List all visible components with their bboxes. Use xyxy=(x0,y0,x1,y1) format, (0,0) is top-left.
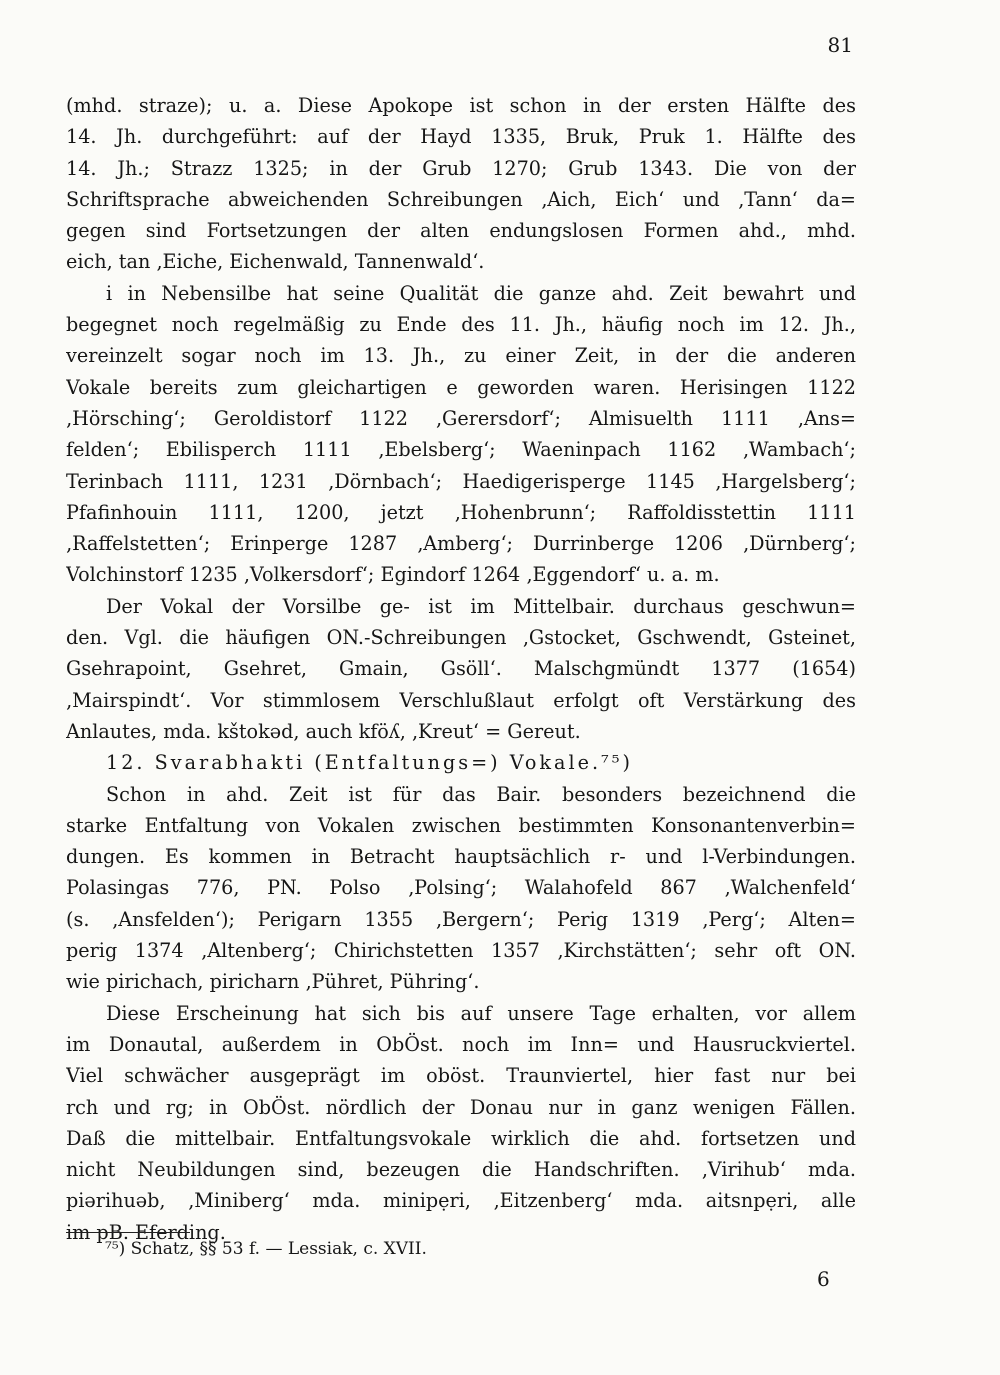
text-line: wie pirichach, piricharn ‚Pühret, Pühring‘. xyxy=(66,970,480,994)
text-line: Pfafinhouin 1111, 1200, jetzt ‚Hohenbrunn‘; Raffoldisstettin 1111 xyxy=(66,500,856,524)
text-line: perig 1374 ‚Altenberg‘; Chirichstetten 1357 ‚Kirchstätten‘; sehr oft ON. xyxy=(66,939,856,963)
text-line: Gsehrapoint, Gsehret, Gmain, Gsöll‘. Malschgmündt 1377 (1654) xyxy=(66,657,856,681)
text-line: ‚Hörsching‘; Geroldistorf 1122 ‚Gerersdorf‘; Almisuelth 1111 ‚Ans= xyxy=(66,406,856,430)
text-line: Terinbach 1111, 1231 ‚Dörnbach‘; Haedigerisperge 1145 ‚Hargelsberg‘; xyxy=(66,469,856,493)
text-line: rch und rg; in ObÖst. nördlich der Donau nur in ganz wenigen Fällen. xyxy=(66,1095,856,1119)
page-number: 81 xyxy=(827,33,853,57)
text-line: im pB. Eferding. xyxy=(66,1220,226,1244)
text-line: starke Entfaltung von Vokalen zwischen bestimmten Konsonantenverbin= xyxy=(66,813,856,837)
signature-mark: 6 xyxy=(817,1267,830,1291)
text-line: Viel schwächer ausgeprägt im oböst. Traunviertel, hier fast nur bei xyxy=(66,1064,856,1088)
text-line: (s. ‚Ansfelden‘); Perigarn 1355 ‚Bergern‘; Perig 1319 ‚Perg‘; Alten= xyxy=(66,907,856,931)
text-line: gegen sind Fortsetzungen der alten endungslosen Formen ahd., mhd. xyxy=(66,219,856,243)
text-line: ‚Mairspindt‘. Vor stimmlosem Verschlußlaut erfolgt oft Verstärkung des xyxy=(66,688,856,712)
text-line: 14. Jh. durchgeführt: auf der Hayd 1335, Bruk, Pruk 1. Hälfte des xyxy=(66,125,856,149)
text-line: im Donautal, außerdem in ObÖst. noch im Inn= und Hausruckviertel. xyxy=(66,1032,856,1056)
text-line: nicht Neubildungen sind, bezeugen die Handschriften. ‚Virihub‘ mda. xyxy=(66,1158,856,1182)
text-line: 14. Jh.; Strazz 1325; in der Grub 1270; Grub 1343. Die von der xyxy=(66,156,856,180)
text-line: Der Vokal der Vorsilbe ge- ist im Mittelbair. durchaus geschwun= xyxy=(106,594,856,618)
text-line: begegnet noch regelmäßig zu Ende des 11. Jh., häufig noch im 12. Jh., xyxy=(66,313,856,337)
text-line: i in Nebensilbe hat seine Qualität die ganze ahd. Zeit bewahrt und xyxy=(106,281,856,305)
text-line: den. Vgl. die häufigen ON.-Schreibungen ‚Gstocket, Gschwendt, Gsteinet, xyxy=(66,626,856,650)
text-line: ‚Raffelstetten‘; Erinperge 1287 ‚Amberg‘; Durrinberge 1206 ‚Dürnberg‘; xyxy=(66,532,856,556)
text-line: Vokale bereits zum gleichartigen e geworden waren. Herisingen 1122 xyxy=(66,375,856,399)
text-line: Schon in ahd. Zeit ist für das Bair. besonders bezeichnend die xyxy=(106,782,856,806)
text-line: Polasingas 776, PN. Polso ‚Polsing‘; Walahofeld 867 ‚Walchenfeld‘ xyxy=(66,876,856,900)
footnote-divider xyxy=(66,1232,190,1233)
body-text xyxy=(66,90,856,1248)
text-line: Diese Erscheinung hat sich bis auf unsere Tage erhalten, vor allem xyxy=(106,1001,856,1025)
text-line: Anlautes, mda. kštokəd, auch kföʎ, ‚Kreut‘ = Gereut. xyxy=(66,719,581,743)
text-line: Volchinstorf 1235 ‚Volkersdorf‘; Egindorf 1264 ‚Eggendorf‘ u. a. m. xyxy=(66,563,720,587)
text-line: piərihuəb, ‚Miniberg‘ mda. minipẹri, ‚Eitzenberg‘ mda. aitsnpẹri, alle xyxy=(66,1189,856,1213)
text-line: Daß die mittelbair. Entfaltungsvokale wirklich die ahd. fortsetzen und xyxy=(66,1126,856,1150)
text-line: felden‘; Ebilisperch 1111 ‚Ebelsberg‘; Waeninpach 1162 ‚Wambach‘; xyxy=(66,438,856,462)
text-line: vereinzelt sogar noch im 13. Jh., zu einer Zeit, in der die anderen xyxy=(66,344,856,368)
footnote: ⁷⁵) Schatz, §§ 53 f. — Lessiak, c. XVII. xyxy=(105,1239,427,1259)
text-line: (mhd. straze); u. a. Diese Apokope ist schon in der ersten Hälfte des xyxy=(66,94,856,117)
section-heading: 12. Svarabhakti (Entfaltungs=) Vokale.⁷⁵) xyxy=(106,751,633,775)
text-line: Schriftsprache abweichenden Schreibungen ‚Aich, Eich‘ und ‚Tann‘ da= xyxy=(66,187,856,211)
text-line: eich, tan ‚Eiche, Eichenwald, Tannenwald‘. xyxy=(66,250,485,274)
text-line: dungen. Es kommen in Betracht hauptsächlich r- und l-Verbindungen. xyxy=(66,845,856,869)
